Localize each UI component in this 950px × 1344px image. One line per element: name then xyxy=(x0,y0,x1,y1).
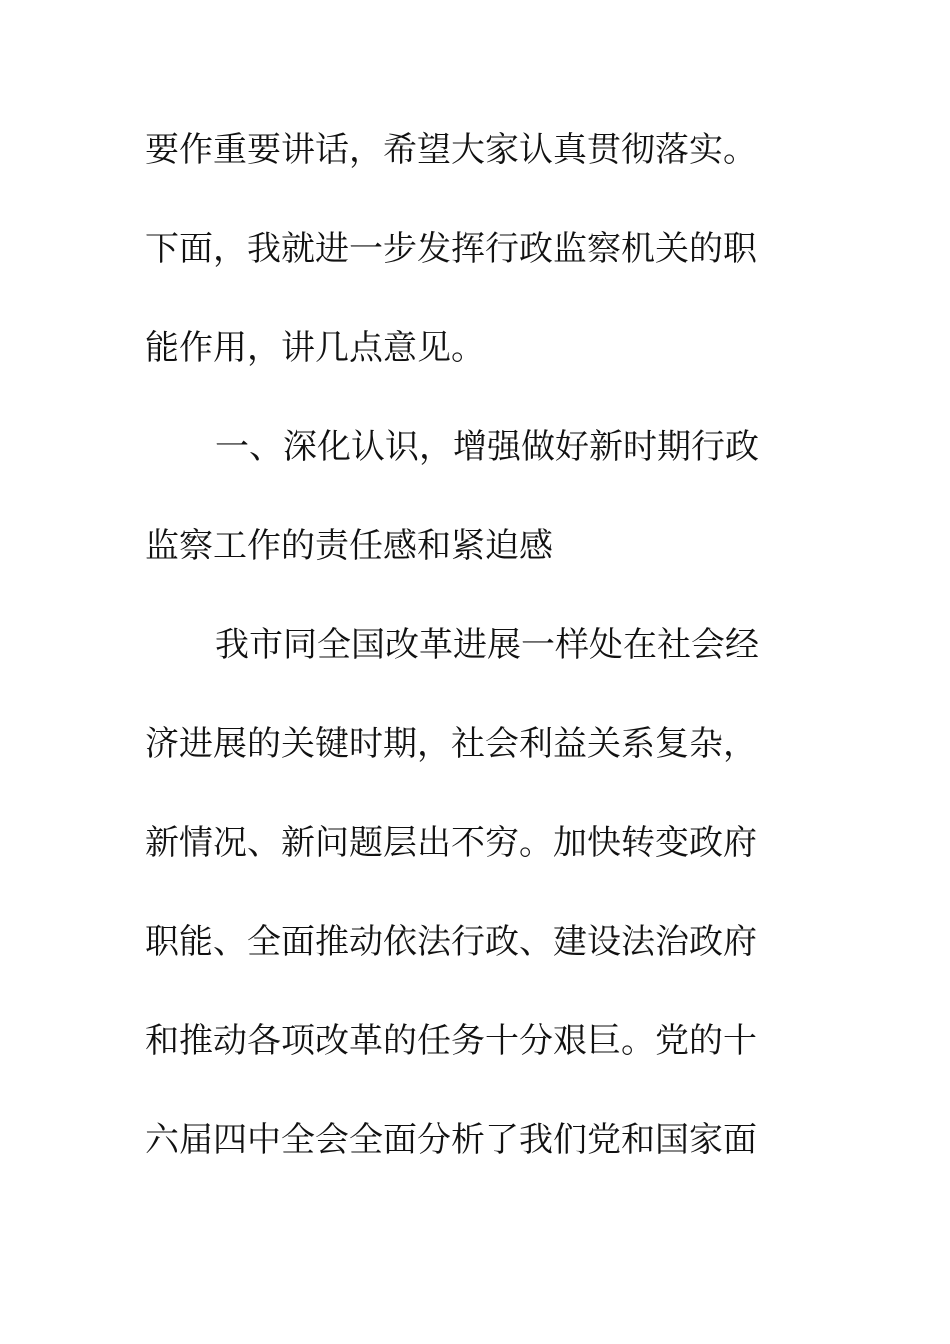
section-heading-line: 监察工作的责任感和紧迫感 xyxy=(145,526,553,566)
section-heading-line: 一、深化认识，增强做好新时期行政 xyxy=(215,427,759,467)
body-text xyxy=(145,120,785,1209)
text-line: 下面，我就进一步发挥行政监察机关的职 xyxy=(145,229,757,269)
paragraph-first-line: 我市同全国改革进展一样处在社会经 xyxy=(215,625,759,665)
text-line: 和推动各项改革的任务十分艰巨。党的十 xyxy=(145,1021,757,1061)
text-line: 济进展的关键时期，社会利益关系复杂， xyxy=(145,724,757,764)
text-line: 能作用，讲几点意见。 xyxy=(145,328,485,368)
text-line: 六届四中全会全面分析了我们党和国家面 xyxy=(145,1120,757,1160)
text-line: 新情况、新问题层出不穷。加快转变政府 xyxy=(145,823,757,863)
text-line: 要作重要讲话，希望大家认真贯彻落实。 xyxy=(145,130,757,170)
text-line: 职能、全面推动依法行政、建设法治政府 xyxy=(145,922,757,962)
